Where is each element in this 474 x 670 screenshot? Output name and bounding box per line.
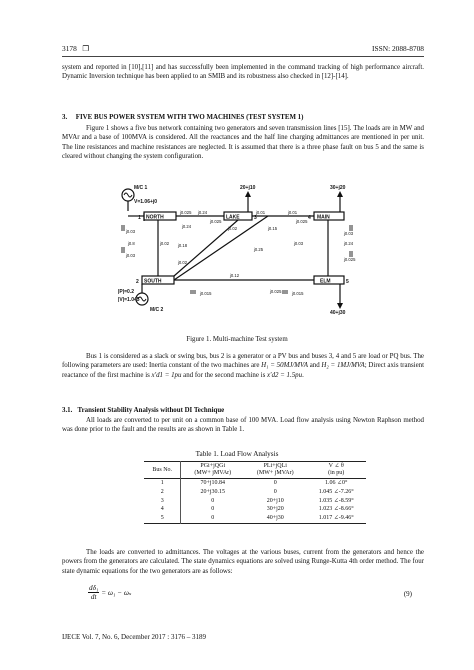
cell-load: 0 — [273, 488, 277, 495]
inertia-equation-2: H₂ = 1MJ/MVA — [321, 362, 365, 370]
value-label: j0.025 — [210, 219, 222, 224]
value-label: j0.015 — [292, 291, 304, 296]
header-gen-line1: PGi+jQGi — [200, 463, 226, 469]
value-label: j0.15 — [268, 226, 278, 231]
cell-gen: 70+j10.84 — [200, 480, 226, 486]
bus-number-5: 5 — [346, 279, 349, 285]
cell-load: 0 — [273, 480, 277, 486]
cell-load: 40+j30 — [266, 515, 284, 522]
value-label: j0.24 — [182, 224, 192, 229]
bus-name-north: NORTH — [146, 214, 164, 221]
header-load-line2: (MW+ jMVAr) — [256, 470, 294, 476]
header-load — [244, 462, 306, 479]
cell-gen: 20+j30.15 — [200, 488, 226, 495]
bus-name-lake: LAKE — [226, 214, 240, 221]
bus-name-elm: ELM — [320, 278, 331, 285]
bus-types-text: Bus 1 is considered as a slack or swing bus, bus 2 is a generator or a PV bus and buses 3, 4 and 5 are load or PQ bus. The following parameters are used: Inertia constant of the two machines are — [62, 353, 424, 370]
equation-number: (9) — [403, 590, 412, 598]
load-bus3: 20+j10 — [240, 185, 256, 191]
table-title: Table 1. Load Flow Analysis — [195, 450, 279, 458]
load-bus4: 30+j20 — [330, 185, 346, 191]
value-label: j0.01 — [288, 210, 298, 215]
xd2-equation: x′d2 = 1.5pu — [267, 371, 303, 379]
value-label: j0.25 — [254, 247, 264, 252]
bus-number-4: 4 — [308, 215, 311, 221]
cell-gen: 0 — [211, 497, 215, 504]
value-label: j0.025 — [270, 289, 282, 294]
cell-load: 20+j10 — [266, 497, 284, 504]
mc2-voltage: |V|=1.045 — [118, 297, 140, 303]
checkbox-symbol-icon: ❒ — [82, 44, 89, 53]
bus-types-paragraph: Bus 1 is considered as a slack or swing bus, bus 2 is a generator or a PV bus and buses 3, 4 and 5 are load or PQ bus. The following parameters are used: Inertia constant of the two machines are H₁ = 50MJ/MVA and H₂ = 1MJ/MVA; Direct axis transient reactance of the first machine is x′d1 = 1pu and for the second machine is x′d2 = 1.5pu. — [62, 353, 424, 379]
cell-voltage: 1.06 ∠0° — [325, 480, 348, 486]
value-label: j0.03 — [126, 253, 136, 258]
table-row — [144, 505, 366, 514]
value-label: j0.24 — [198, 210, 208, 215]
value-label: j0.025 — [296, 219, 308, 224]
section-title: 3. FIVE BUS POWER SYSTEM WITH TWO MACHINES (TEST SYSTEM 1) — [62, 114, 304, 121]
value-label: j0.24 — [344, 241, 354, 246]
bus-name-south: SOUTH — [144, 278, 162, 285]
cell-bus: 1 — [144, 479, 181, 488]
cell-bus: 5 — [144, 514, 181, 523]
equation-rhs: = ω₁ − ωₛ — [101, 589, 132, 597]
value-label: j0.8 — [128, 241, 135, 246]
page-number-text: 3178 — [62, 44, 77, 53]
figure-caption: Figure 1. Multi-machine Test system — [186, 336, 288, 343]
issn: ISSN: 2088-8708 — [372, 44, 424, 53]
cell-bus: 4 — [144, 505, 181, 514]
value-label: j0.01 — [256, 210, 266, 215]
cell-voltage: 1.017 ∠-9.46° — [318, 515, 354, 522]
bus-name-main: MAIN — [317, 214, 330, 221]
bus-number-2: 2 — [136, 279, 139, 285]
cell-voltage: 1.045 ∠-7.26° — [318, 488, 354, 495]
second-machine-text: and for the second machine is — [183, 371, 266, 379]
mc2-label: M/C 2 — [150, 307, 164, 313]
cell-load: 30+j20 — [266, 506, 284, 513]
direct-axis-text: ; Direct axis transient reactance of the first machine is — [62, 362, 424, 379]
mc2-power: |P|=0.2 — [118, 289, 135, 295]
admittances-paragraph: The loads are converted to admittances. The voltages at the various buses, current from the generators and hence the powers from the generators are calculated. The state dynamics equations are solved using Runge-Kutta 4th order method. The four state dynamic equations for the two generators are as follows: — [62, 549, 424, 575]
and-word: and — [309, 362, 320, 370]
five-bus-diagram — [118, 181, 362, 327]
table-row — [144, 514, 366, 523]
page-number — [62, 44, 89, 53]
cell-voltage: 1.035 ∠-8.59° — [318, 497, 354, 504]
value-label: j0.18 — [178, 243, 188, 248]
header-voltage-line1: V ∠ θ — [328, 463, 344, 469]
section-paragraph: Figure 1 shows a five bus network containing two generators and seven transmission lines [15]. The loads are in MW and MVAr and a base of 100MVA is considered. All the reactances and the half line charging admittances are mentioned in per unit. The line resistances and machine resistances are neglected. It is assumed that there is a three phase fault on bus 5 and the same is cleared without changing the system configuration. — [62, 125, 424, 161]
bus-number-1: 1 — [138, 215, 141, 221]
load-bus5: 40+j30 — [330, 310, 346, 316]
value-label: j0.02 — [228, 226, 238, 231]
cell-bus: 3 — [144, 497, 181, 506]
value-label: j0.12 — [230, 273, 240, 278]
value-label: j0.03 — [126, 229, 136, 234]
intro-paragraph: system and reported in [10],[11] and has successfully been implemented in the command tracking of high performance aircraft. Dynamic Inversion technique has been applied to an SMIB and its robustness also checked in [12]-[14]. — [62, 64, 424, 81]
table-row — [144, 479, 366, 488]
value-label: j0.025 — [344, 257, 356, 262]
table-row — [144, 497, 366, 506]
equation-fraction — [88, 584, 99, 601]
header-load-line1: PLi+jQLi — [263, 463, 287, 469]
header-bus: Bus No. — [144, 462, 181, 479]
mc1-label: M/C 1 — [134, 185, 148, 191]
table-header-row — [144, 462, 366, 479]
footer: IJECE Vol. 7, No. 6, December 2017 : 3176 – 3189 — [62, 633, 207, 641]
header-voltage-line2: (in pu) — [328, 470, 345, 476]
inertia-equation-1: H₁ = 50MJ/MVA — [261, 362, 308, 370]
mc1-voltage: V=1.06+j0 — [134, 199, 158, 205]
xd1-equation: x′d1 = 1pu — [151, 371, 182, 379]
equation-9 — [88, 584, 131, 601]
cell-gen: 0 — [211, 515, 215, 522]
bus-number-3: 3 — [254, 215, 257, 221]
cell-gen: 0 — [211, 506, 215, 513]
value-label: j0.03 — [344, 231, 354, 236]
value-label: j0.03 — [294, 241, 304, 246]
cell-voltage: 1.023 ∠-8.66° — [318, 506, 354, 513]
header-voltage — [306, 462, 366, 479]
subsection-paragraph: All loads are converted to per unit on a common base of 100 MVA. Load flow analysis using Newton Raphson method was done prior to the fault and the results are as shown in Table 1. — [62, 417, 424, 434]
header-rule — [62, 56, 424, 57]
cell-bus: 2 — [144, 488, 181, 497]
load-flow-table — [144, 461, 366, 524]
value-label: j0.015 — [200, 291, 212, 296]
table-row — [144, 488, 366, 497]
equation-numerator: dδ₁ — [89, 584, 99, 592]
value-label: j0.025 — [180, 210, 192, 215]
header-gen-line2: (MW+ jMVAr) — [194, 470, 232, 476]
value-label: j0.02 — [178, 260, 188, 265]
subsection-title: 3.1. Transient Stability Analysis without DI Technique — [62, 407, 225, 414]
equation-denominator: dt — [90, 593, 97, 601]
header-gen — [181, 462, 244, 479]
value-label: j0.02 — [160, 241, 170, 246]
